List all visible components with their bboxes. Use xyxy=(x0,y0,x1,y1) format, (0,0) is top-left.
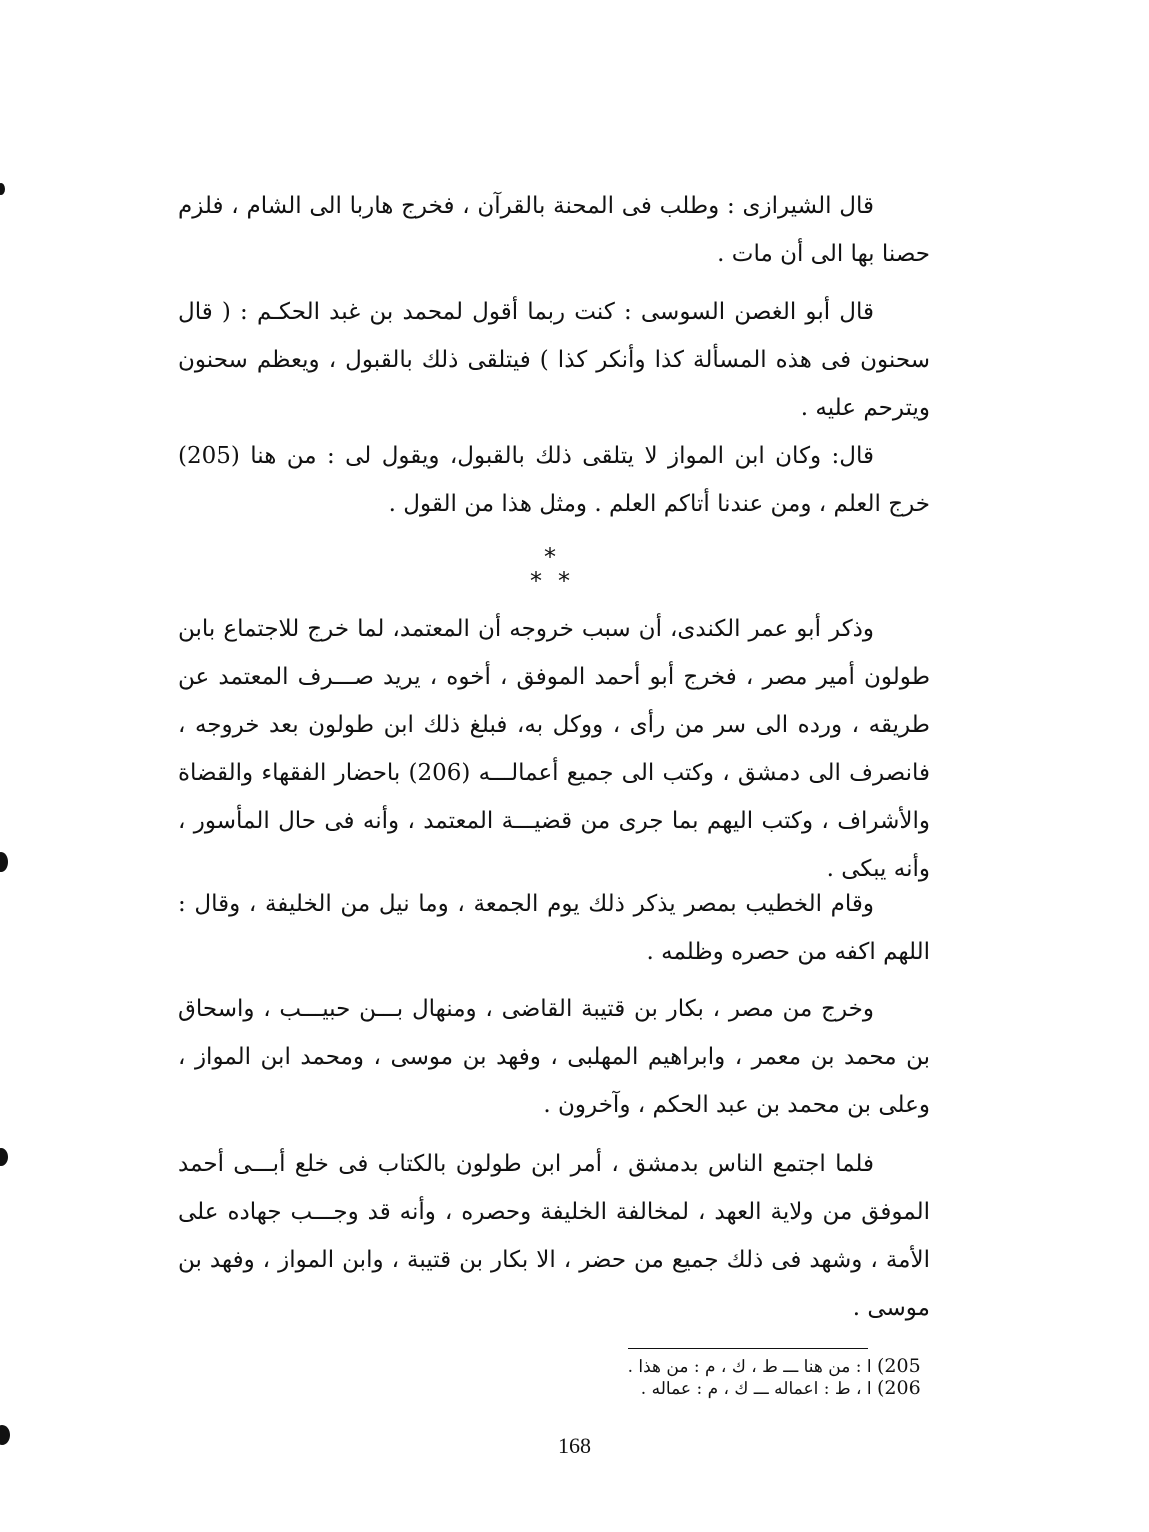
paragraph-text: وذكر أبو عمر الكندى، أن سبب خروجه أن المعتمد، لما خرج للاجتماع بابن طولون أمير مصر ، فخرج أبو أحمد الموفق ، أخوه ، يريد صـــرف المعتمد عن طريقه ، ورده الى سر من رأى ، ووكل به، فبلغ ذلك ابن طولون بعد خروجه ، فانصرف الى دمشق ، وكتب الى جميع أعمالـــه (206) باحضار الفقهاء والقضاة والأشراف ، وكتب اليهم بما جرى من قضيـــة المعتمد ، وأنه فى حال المأسور ، وأنه يبكى . xyxy=(178,616,930,882)
body-paragraph xyxy=(178,182,930,278)
footnote-divider xyxy=(628,1348,868,1349)
paragraph-text: قال: وكان ابن المواز لا يتلقى ذلك بالقبول، ويقول لى : من هنا (205) خرج العلم ، ومن عندنا أتاكم العلم . ومثل هذا من القول . xyxy=(178,443,930,517)
binder-hole-mark xyxy=(0,1148,8,1166)
section-separator xyxy=(500,545,600,595)
page-number: 168 xyxy=(558,1433,591,1458)
footnote-text: ا ، ط : اعماله ـــ ك ، م : عماله . xyxy=(640,1379,872,1399)
body-paragraph xyxy=(178,1140,930,1332)
footnote-text: ا : من هنا ـــ ط ، ك ، م : من هذا . xyxy=(627,1357,872,1377)
separator-asterisk: * xyxy=(558,567,570,595)
separator-asterisk: * xyxy=(544,543,556,571)
binder-hole-mark xyxy=(0,852,8,872)
body-paragraph xyxy=(178,432,930,528)
body-paragraph xyxy=(178,880,930,976)
footnote-number: (205 xyxy=(877,1355,921,1377)
footnote-number: (206 xyxy=(877,1377,921,1399)
body-paragraph xyxy=(178,985,930,1129)
paragraph-text: وخرج من مصر ، بكار بن قتيبة القاضى ، ومنهال بـــن حبيـــب ، واسحاق بن محمد بن معمر ، وابراهيم المهلبى ، وفهد بن موسى ، ومحمد ابن المواز ، وعلى بن محمد بن عبد الحكم ، وآخرون . xyxy=(178,996,930,1118)
footnote-item xyxy=(480,1356,925,1378)
paragraph-text: قال الشيرازى : وطلب فى المحنة بالقرآن ، فخرج هاربا الى الشام ، فلزم حصنا بها الى أن مات . xyxy=(178,193,930,267)
footnotes xyxy=(480,1356,925,1400)
body-paragraph xyxy=(178,288,930,432)
binder-hole-mark xyxy=(0,183,5,195)
body-paragraph xyxy=(178,605,930,893)
separator-asterisk: * xyxy=(530,567,542,595)
paragraph-text: فلما اجتمع الناس بدمشق ، أمر ابن طولون بالكتاب فى خلع أبـــى أحمد الموفق من ولاية العهد ، لمخالفة الخليفة وحصره ، وأنه قد وجـــب جهاده على الأمة ، وشهد فى ذلك جميع من حضر ، الا بكار بن قتيبة ، وابن المواز ، وفهد بن موسى . xyxy=(178,1151,930,1321)
paragraph-text: قال أبو الغصن السوسى : كنت ربما أقول لمحمد بن غبد الحكـم : ( قال سحنون فى هذه المسألة كذا وأنكر كذا ) فيتلقى ذلك بالقبول ، ويعظم سحنون ويترحم عليه . xyxy=(178,299,930,421)
paragraph-text: وقام الخطيب بمصر يذكر ذلك يوم الجمعة ، وما نيل من الخليفة ، وقال : اللهم اكفه من حصره وظلمه . xyxy=(178,891,930,965)
footnote-item xyxy=(480,1378,925,1400)
